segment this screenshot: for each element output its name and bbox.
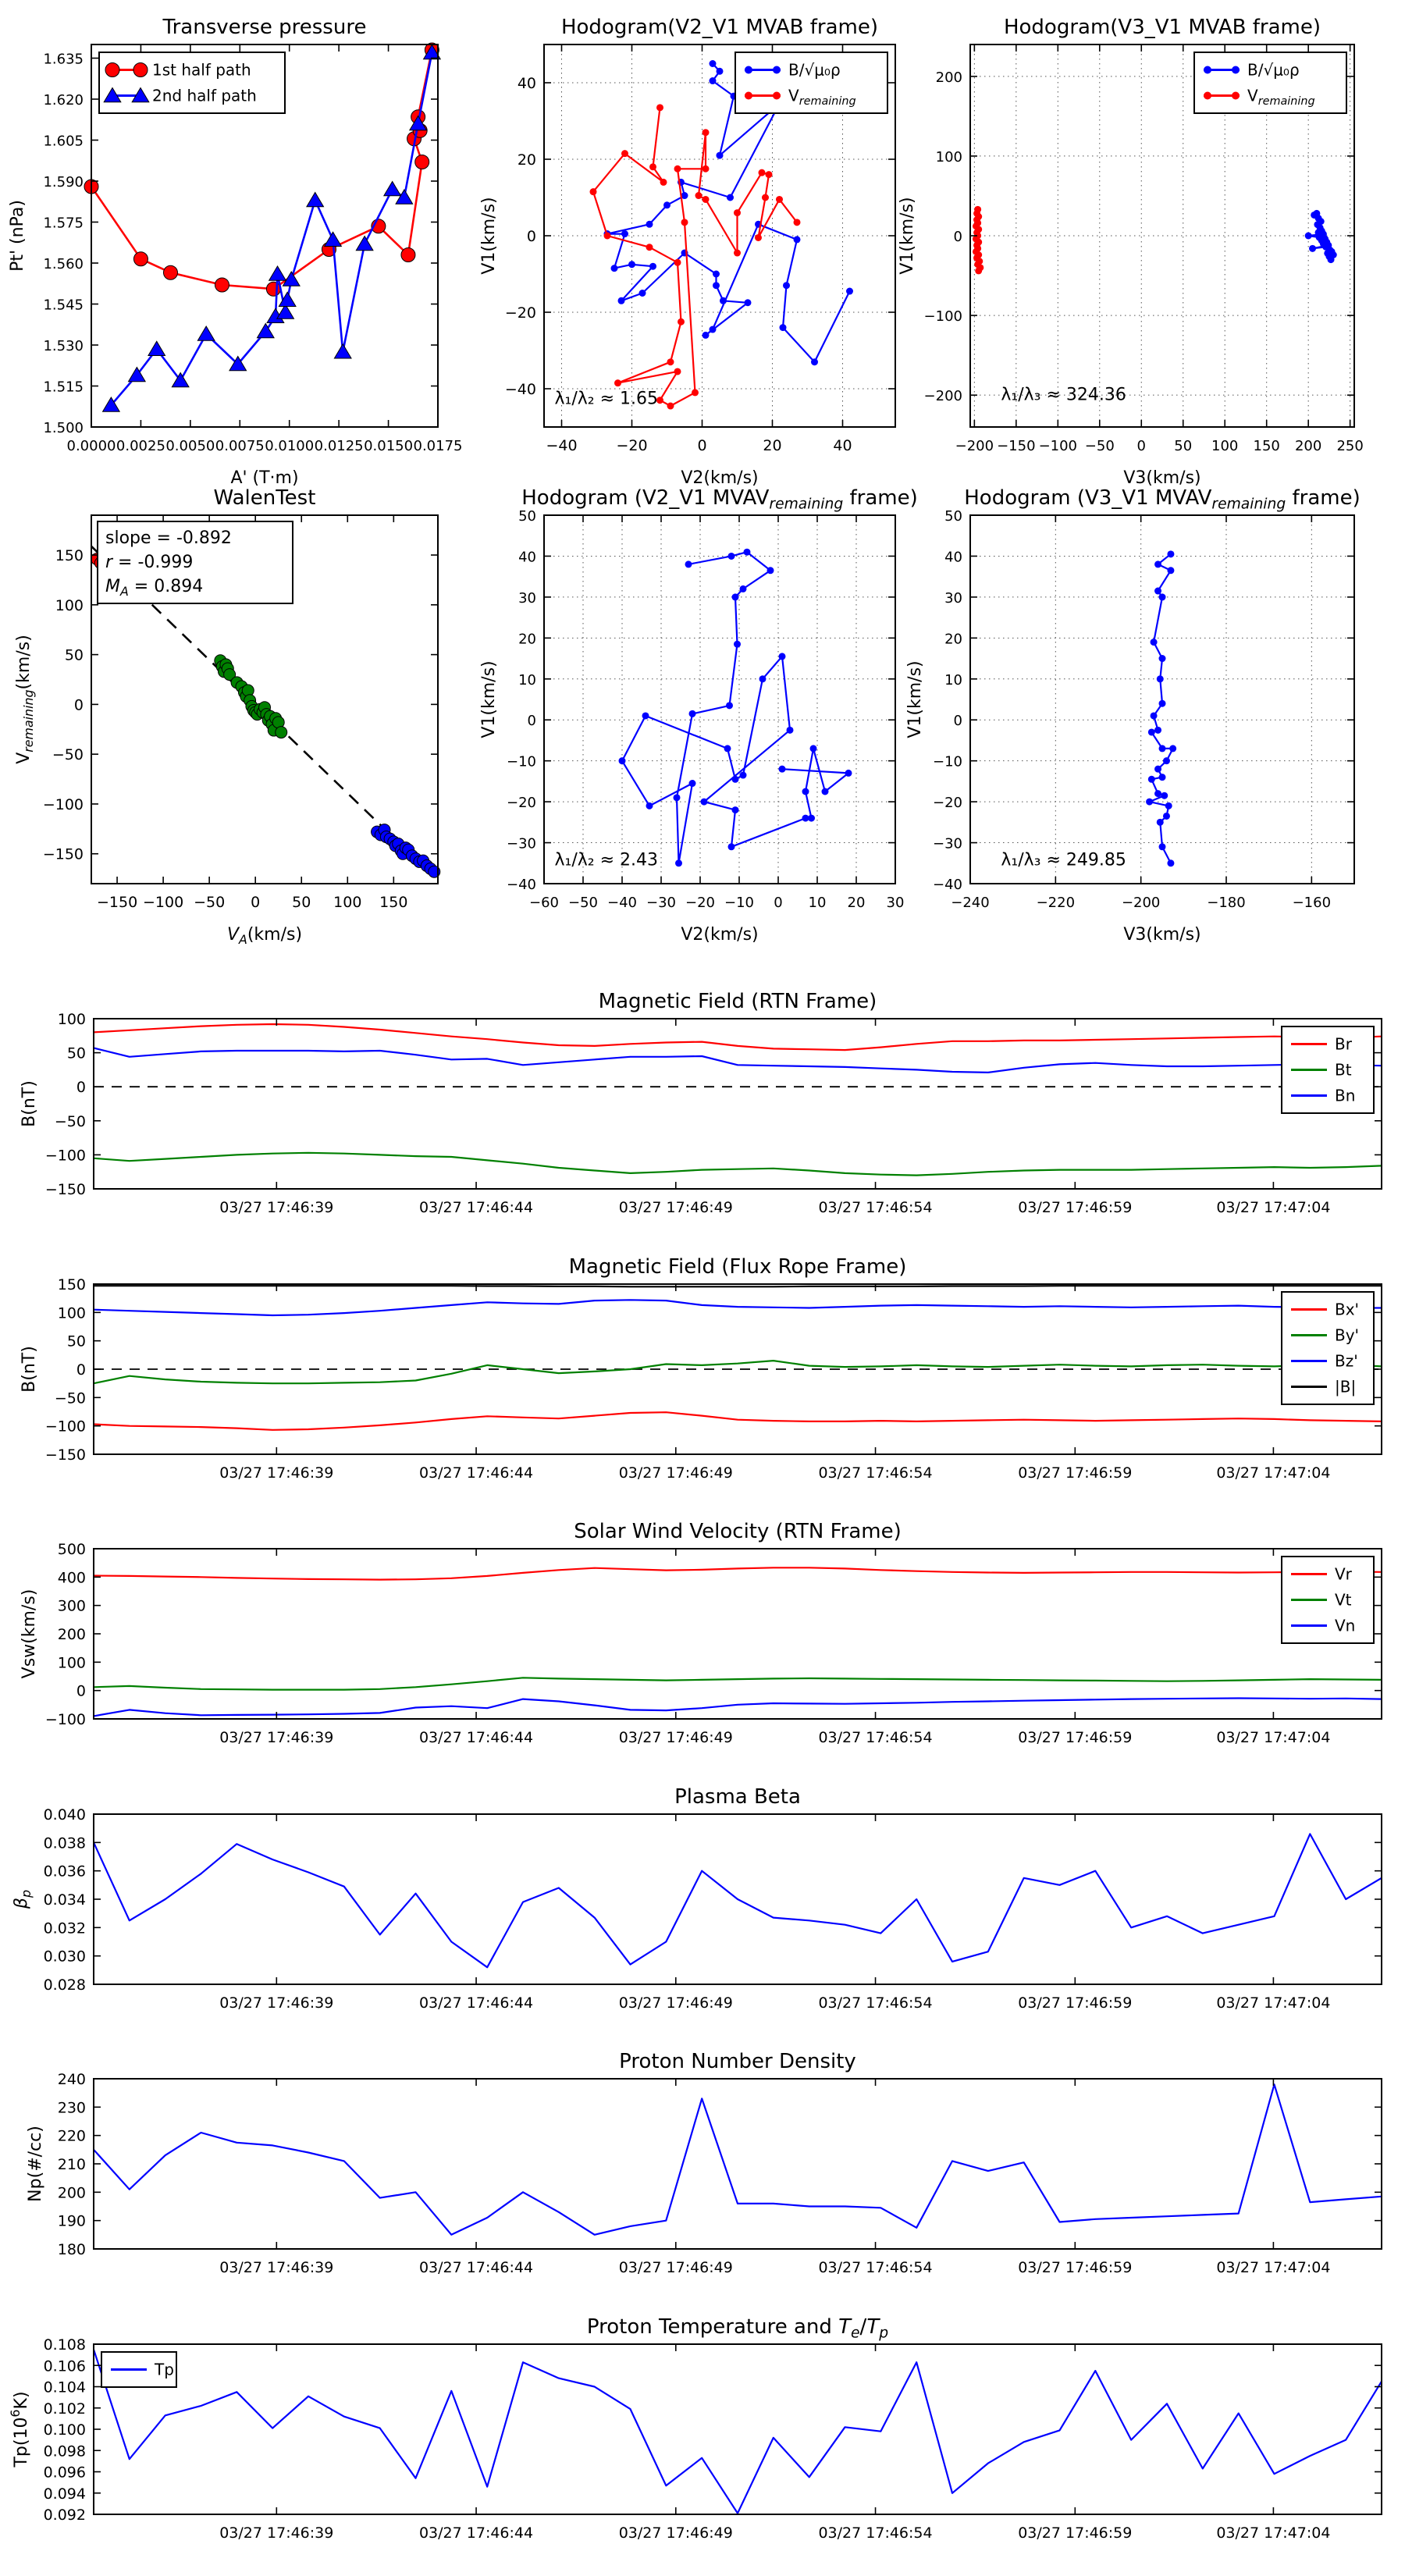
y-tick-label: −30 bbox=[507, 835, 536, 852]
x-tick-label: 03/27 17:46:39 bbox=[219, 2524, 334, 2542]
x-tick-label: −10 bbox=[724, 895, 754, 911]
y-tick-label: 0.100 bbox=[43, 2421, 86, 2439]
x-tick-label: 40 bbox=[833, 437, 852, 454]
y-tick-label: 0 bbox=[76, 1361, 86, 1379]
x-tick-label: 03/27 17:46:49 bbox=[618, 2524, 733, 2542]
y-tick-label: 190 bbox=[57, 2212, 86, 2230]
y-tick-label: 0.094 bbox=[43, 2485, 86, 2503]
x-tick-label: −100 bbox=[143, 894, 184, 911]
chart-title: Proton Number Density bbox=[619, 2050, 856, 2073]
legend-label: By' bbox=[1335, 1325, 1360, 1345]
info-line: $M_A = 0.894$ bbox=[105, 577, 204, 599]
y-tick-label: 20 bbox=[518, 631, 536, 648]
y-tick-label: 1.515 bbox=[43, 379, 84, 396]
y-tick-label: −30 bbox=[933, 835, 962, 852]
y-tick-label: 180 bbox=[57, 2241, 86, 2258]
x-tick-label: −20 bbox=[616, 437, 648, 454]
y-tick-label: 300 bbox=[57, 1597, 86, 1615]
y-tick-label: 0.036 bbox=[43, 1863, 86, 1880]
y-tick-label: 200 bbox=[57, 1626, 86, 1643]
x-tick-label: 03/27 17:46:59 bbox=[1018, 2259, 1133, 2276]
y-tick-label: 220 bbox=[57, 2127, 86, 2145]
x-tick-label: −240 bbox=[951, 895, 990, 911]
x-tick-label: 03/27 17:46:54 bbox=[818, 2259, 933, 2276]
x-tick-label: 20 bbox=[763, 437, 782, 454]
x-tick-label: 0.0000 bbox=[66, 438, 116, 454]
x-axis-label: A' (T·m) bbox=[230, 468, 299, 488]
y-tick-label: 1.605 bbox=[43, 133, 84, 150]
legend bbox=[1282, 1026, 1374, 1113]
y-tick-label: 0.096 bbox=[43, 2464, 86, 2482]
x-axis-label: V3(km/s) bbox=[1123, 925, 1201, 945]
chart-plasma-beta bbox=[12, 1785, 1382, 2012]
x-tick-label: 0 bbox=[774, 895, 783, 911]
y-tick-label: 0.028 bbox=[43, 1976, 86, 1994]
y-tick-label: 0 bbox=[527, 713, 536, 730]
info-line: slope = -0.892 bbox=[105, 528, 232, 548]
y-tick-label: 0 bbox=[73, 696, 84, 714]
legend-label: Bn bbox=[1335, 1086, 1356, 1105]
x-tick-label: 30 bbox=[886, 895, 905, 911]
y-tick-label: −40 bbox=[504, 381, 536, 398]
x-tick-label: −220 bbox=[1036, 895, 1076, 911]
y-tick-label: 0.092 bbox=[43, 2507, 86, 2524]
x-tick-label: 03/27 17:46:54 bbox=[818, 1199, 933, 1216]
x-tick-label: 03/27 17:46:44 bbox=[418, 1994, 534, 2012]
y-tick-label: −10 bbox=[507, 753, 536, 770]
x-tick-label: 03/27 17:46:39 bbox=[219, 1199, 334, 1216]
x-tick-label: 0.0175 bbox=[413, 438, 463, 454]
chart-hodogram-v2v1-mvav bbox=[479, 486, 918, 945]
y-axis-label: Vsw(km/s) bbox=[20, 1589, 39, 1679]
chart-title: Hodogram (V2_V1 $MVAV_{remaining}$ frame) bbox=[521, 486, 918, 513]
y-tick-label: 0 bbox=[953, 229, 962, 245]
annotation: λ₁/λ₂ ≈ 2.43 bbox=[554, 850, 658, 870]
x-tick-label: 03/27 17:46:59 bbox=[1018, 1464, 1133, 1482]
x-tick-label: 03/27 17:47:04 bbox=[1216, 2259, 1331, 2276]
y-tick-label: −150 bbox=[42, 845, 84, 863]
y-tick-label: 10 bbox=[944, 671, 962, 688]
x-tick-label: 0.0050 bbox=[165, 438, 215, 454]
y-tick-label: −200 bbox=[923, 388, 962, 405]
x-tick-label: 0 bbox=[697, 437, 707, 454]
x-tick-label: 03/27 17:46:44 bbox=[418, 1464, 534, 1482]
y-axis-label: Pt' (nPa) bbox=[8, 200, 27, 272]
x-tick-label: 03/27 17:46:59 bbox=[1018, 1199, 1133, 1216]
y-tick-label: 100 bbox=[57, 1654, 86, 1672]
legend-label: 1st half path bbox=[152, 60, 251, 80]
legend-label: Bt bbox=[1335, 1060, 1352, 1080]
y-tick-label: 0 bbox=[953, 713, 962, 730]
y-tick-label: −10 bbox=[933, 753, 962, 770]
y-tick-label: 0.106 bbox=[43, 2357, 86, 2375]
chart-title: Solar Wind Velocity (RTN Frame) bbox=[574, 1520, 902, 1543]
y-tick-label: 150 bbox=[57, 1276, 86, 1293]
x-tick-label: 03/27 17:46:49 bbox=[618, 1199, 733, 1216]
legend-label: B/√μ₀ρ bbox=[788, 60, 841, 80]
chart-solar-wind-velocity bbox=[20, 1520, 1382, 1746]
y-tick-label: 230 bbox=[57, 2099, 86, 2117]
x-tick-label: −150 bbox=[96, 894, 138, 911]
x-tick-label: 03/27 17:46:44 bbox=[418, 1729, 534, 1746]
x-tick-label: 03/27 17:46:54 bbox=[818, 1729, 933, 1746]
x-tick-label: 0.0100 bbox=[265, 438, 315, 454]
y-tick-label: 0.104 bbox=[43, 2379, 86, 2396]
x-axis-label: V2(km/s) bbox=[681, 468, 759, 488]
legend-label: Bx' bbox=[1335, 1300, 1360, 1319]
y-tick-label: 100 bbox=[57, 1011, 86, 1028]
x-tick-label: −200 bbox=[1121, 895, 1161, 911]
chart-proton-temperature bbox=[8, 2315, 1382, 2542]
y-tick-label: 0.098 bbox=[43, 2443, 86, 2460]
y-tick-label: 50 bbox=[66, 1044, 86, 1062]
chart-title: Proton Temperature and $T_e/T_p$ bbox=[586, 2315, 889, 2342]
chart-hodogram-v3v1-mvab bbox=[898, 16, 1364, 488]
y-tick-label: 50 bbox=[518, 508, 536, 525]
legend bbox=[99, 52, 285, 113]
y-axis-label: B(nT) bbox=[20, 1346, 39, 1393]
y-axis-label: V1(km/s) bbox=[898, 197, 917, 275]
legend-label: 2nd half path bbox=[152, 86, 257, 105]
annotation: λ₁/λ₂ ≈ 1.65 bbox=[554, 389, 658, 409]
chart-title: Magnetic Field (RTN Frame) bbox=[598, 990, 877, 1013]
y-axis-label: B(nT) bbox=[20, 1080, 39, 1127]
y-tick-label: −150 bbox=[44, 1446, 86, 1464]
legend bbox=[735, 52, 887, 113]
y-tick-label: 200 bbox=[57, 2184, 86, 2202]
y-tick-label: 0.040 bbox=[43, 1806, 86, 1823]
y-tick-label: 100 bbox=[935, 148, 962, 165]
x-tick-label: 03/27 17:46:39 bbox=[219, 2259, 334, 2276]
y-tick-label: 1.635 bbox=[43, 51, 84, 68]
x-tick-label: 150 bbox=[1253, 438, 1280, 454]
y-tick-label: −50 bbox=[54, 1112, 86, 1130]
legend-label: $V_{remaining}$ bbox=[788, 86, 856, 108]
y-tick-label: 100 bbox=[57, 1304, 86, 1322]
y-tick-label: 1.620 bbox=[43, 92, 84, 109]
chart-magnetic-field-rtn bbox=[20, 990, 1382, 1216]
chart-proton-number-density bbox=[26, 2050, 1382, 2276]
legend bbox=[1194, 52, 1346, 113]
x-tick-label: 100 bbox=[333, 894, 362, 911]
x-tick-label: −100 bbox=[1038, 438, 1078, 454]
x-tick-label: −50 bbox=[1084, 438, 1115, 454]
x-tick-label: 03/27 17:46:49 bbox=[618, 1729, 733, 1746]
y-tick-label: 0.038 bbox=[43, 1834, 86, 1852]
x-axis-label: $V_A(km/s)$ bbox=[226, 925, 303, 947]
y-axis-label: $Tp(10^6K)$ bbox=[7, 2391, 31, 2467]
x-tick-label: 03/27 17:46:49 bbox=[618, 1994, 733, 2012]
chart-title: Hodogram(V2_V1 MVAB frame) bbox=[560, 16, 879, 39]
legend-label: |B| bbox=[1335, 1377, 1357, 1397]
x-tick-label: 03/27 17:46:39 bbox=[219, 1994, 334, 2012]
x-tick-label: 03/27 17:46:59 bbox=[1018, 1729, 1133, 1746]
y-tick-label: 0.108 bbox=[43, 2336, 86, 2354]
x-tick-label: 03/27 17:47:04 bbox=[1216, 1199, 1331, 1216]
x-tick-label: 100 bbox=[1211, 438, 1239, 454]
x-tick-label: −50 bbox=[568, 895, 598, 911]
y-axis-label: V1(km/s) bbox=[479, 660, 499, 738]
x-tick-label: 10 bbox=[808, 895, 827, 911]
x-tick-label: 03/27 17:47:04 bbox=[1216, 1464, 1331, 1482]
x-tick-label: 0 bbox=[1136, 438, 1146, 454]
x-tick-label: 150 bbox=[379, 894, 408, 911]
chart-title: Magnetic Field (Flux Rope Frame) bbox=[568, 1255, 907, 1279]
legend-label: Vn bbox=[1335, 1616, 1356, 1635]
chart-title: Hodogram (V3_V1 $MVAV_{remaining}$ frame) bbox=[964, 486, 1361, 513]
x-tick-label: −180 bbox=[1207, 895, 1246, 911]
chart-title: Hodogram(V3_V1 MVAB frame) bbox=[1003, 16, 1321, 39]
y-tick-label: −20 bbox=[933, 795, 962, 812]
y-axis-label: Np(#/cc) bbox=[26, 2126, 45, 2202]
y-tick-label: 10 bbox=[518, 671, 536, 688]
y-tick-label: −50 bbox=[52, 746, 84, 764]
x-tick-label: 03/27 17:46:59 bbox=[1018, 1994, 1133, 2012]
y-tick-label: 0 bbox=[76, 1079, 86, 1097]
x-axis-label: V2(km/s) bbox=[681, 925, 759, 945]
chart-hodogram-v3v1-mvav bbox=[905, 486, 1361, 945]
x-tick-label: 03/27 17:46:44 bbox=[418, 1199, 534, 1216]
x-axis-label: V3(km/s) bbox=[1123, 468, 1201, 488]
y-tick-label: −100 bbox=[923, 308, 962, 326]
y-tick-label: 0 bbox=[76, 1682, 86, 1700]
y-tick-label: 200 bbox=[935, 69, 962, 86]
y-tick-label: −100 bbox=[42, 795, 84, 813]
y-tick-label: 0.102 bbox=[43, 2400, 86, 2418]
y-tick-label: −40 bbox=[933, 877, 962, 893]
y-tick-label: 210 bbox=[57, 2156, 86, 2173]
y-tick-label: 30 bbox=[944, 589, 962, 607]
x-tick-label: −60 bbox=[529, 895, 559, 911]
y-tick-label: 1.575 bbox=[43, 215, 84, 232]
y-tick-label: 50 bbox=[944, 508, 962, 525]
x-tick-label: −40 bbox=[546, 437, 578, 454]
x-tick-label: 03/27 17:47:04 bbox=[1216, 1729, 1331, 1746]
y-tick-label: 20 bbox=[944, 631, 962, 648]
y-axis-label: V1(km/s) bbox=[905, 660, 925, 738]
y-tick-label: 0.032 bbox=[43, 1920, 86, 1937]
annotation: λ₁/λ₃ ≈ 324.36 bbox=[1001, 385, 1126, 405]
x-tick-label: −150 bbox=[997, 438, 1036, 454]
info-line: r = -0.999 bbox=[105, 553, 194, 572]
x-tick-label: 03/27 17:46:49 bbox=[618, 2259, 733, 2276]
y-tick-label: 400 bbox=[57, 1569, 86, 1587]
y-tick-label: 240 bbox=[57, 2071, 86, 2088]
legend-label: Vr bbox=[1335, 1564, 1352, 1584]
x-tick-label: −50 bbox=[194, 894, 226, 911]
legend bbox=[1282, 1292, 1374, 1404]
x-tick-label: 0.0025 bbox=[116, 438, 165, 454]
y-axis-label: $V_{remaining}(km/s)$ bbox=[14, 635, 36, 764]
legend-label: Br bbox=[1335, 1034, 1352, 1054]
y-tick-label: −100 bbox=[44, 1711, 86, 1728]
x-tick-label: −20 bbox=[685, 895, 715, 911]
chart-title: Transverse pressure bbox=[162, 16, 367, 39]
x-tick-label: 0.0150 bbox=[364, 438, 414, 454]
y-tick-label: 20 bbox=[517, 151, 536, 169]
x-tick-label: 200 bbox=[1294, 438, 1322, 454]
x-tick-label: 03/27 17:46:44 bbox=[418, 2259, 534, 2276]
x-tick-label: 03/27 17:46:54 bbox=[818, 1994, 933, 2012]
y-tick-label: −20 bbox=[504, 304, 536, 322]
x-tick-label: 03/27 17:46:54 bbox=[818, 2524, 933, 2542]
y-tick-label: 1.560 bbox=[43, 256, 84, 272]
x-tick-label: 50 bbox=[1174, 438, 1193, 454]
x-tick-label: 50 bbox=[292, 894, 311, 911]
y-tick-label: 0 bbox=[526, 228, 536, 245]
legend bbox=[1282, 1557, 1374, 1643]
x-tick-label: 03/27 17:46:39 bbox=[219, 1464, 334, 1482]
x-tick-label: −160 bbox=[1292, 895, 1332, 911]
y-axis-label: V1(km/s) bbox=[479, 197, 499, 275]
y-tick-label: 1.545 bbox=[43, 297, 84, 314]
y-tick-label: 30 bbox=[518, 589, 536, 607]
x-tick-label: 03/27 17:46:59 bbox=[1018, 2524, 1133, 2542]
y-tick-label: −50 bbox=[54, 1389, 86, 1407]
y-tick-label: 40 bbox=[517, 75, 536, 92]
y-tick-label: −100 bbox=[44, 1147, 86, 1165]
chart-hodogram-v2v1-mvab bbox=[479, 16, 895, 488]
y-axis-label: $\beta_p$ bbox=[12, 1889, 34, 1909]
x-tick-label: −40 bbox=[607, 895, 637, 911]
legend bbox=[101, 2352, 176, 2387]
x-tick-label: 03/27 17:46:44 bbox=[418, 2524, 534, 2542]
y-tick-label: 50 bbox=[66, 1332, 86, 1350]
y-tick-label: 50 bbox=[64, 646, 84, 664]
chart-title: WalenTest bbox=[213, 486, 316, 510]
x-tick-label: 0.0125 bbox=[314, 438, 364, 454]
y-tick-label: 0.030 bbox=[43, 1948, 86, 1966]
y-tick-label: 500 bbox=[57, 1541, 86, 1558]
y-tick-label: 40 bbox=[944, 549, 962, 566]
x-tick-label: −200 bbox=[955, 438, 994, 454]
legend-label: Bz' bbox=[1335, 1351, 1358, 1371]
y-tick-label: 1.530 bbox=[43, 338, 84, 354]
y-tick-label: 1.500 bbox=[43, 420, 84, 436]
chart-title: Plasma Beta bbox=[674, 1785, 801, 1809]
x-tick-label: 03/27 17:46:54 bbox=[818, 1464, 933, 1482]
chart-transverse-pressure bbox=[8, 16, 462, 488]
chart-magnetic-field-flux-rope bbox=[20, 1255, 1382, 1482]
annotation: λ₁/λ₃ ≈ 249.85 bbox=[1001, 850, 1126, 870]
y-tick-label: 150 bbox=[55, 547, 84, 565]
y-tick-label: 1.590 bbox=[43, 174, 84, 190]
y-tick-label: −150 bbox=[44, 1181, 86, 1198]
y-tick-label: −20 bbox=[507, 795, 536, 812]
x-tick-label: 0 bbox=[251, 894, 261, 911]
y-tick-label: 40 bbox=[518, 549, 536, 566]
legend-label: $V_{remaining}$ bbox=[1247, 86, 1315, 108]
legend-label: B/√μ₀ρ bbox=[1247, 60, 1300, 80]
legend-label: Tp bbox=[155, 2360, 174, 2379]
x-tick-label: 03/27 17:47:04 bbox=[1216, 1994, 1331, 2012]
y-tick-label: 0.034 bbox=[43, 1891, 86, 1909]
legend-label: Vt bbox=[1335, 1590, 1352, 1610]
x-tick-label: 03/27 17:46:49 bbox=[618, 1464, 733, 1482]
x-tick-label: 03/27 17:46:39 bbox=[219, 1729, 334, 1746]
y-tick-label: −100 bbox=[44, 1418, 86, 1436]
info-box bbox=[98, 521, 293, 603]
chart-walen-test bbox=[14, 486, 440, 947]
x-tick-label: 250 bbox=[1336, 438, 1364, 454]
y-tick-label: 100 bbox=[55, 596, 84, 614]
x-tick-label: 20 bbox=[847, 895, 866, 911]
x-tick-label: 03/27 17:47:04 bbox=[1216, 2524, 1331, 2542]
x-tick-label: 0.0075 bbox=[215, 438, 265, 454]
y-tick-label: −40 bbox=[507, 877, 536, 893]
x-tick-label: −30 bbox=[646, 895, 676, 911]
